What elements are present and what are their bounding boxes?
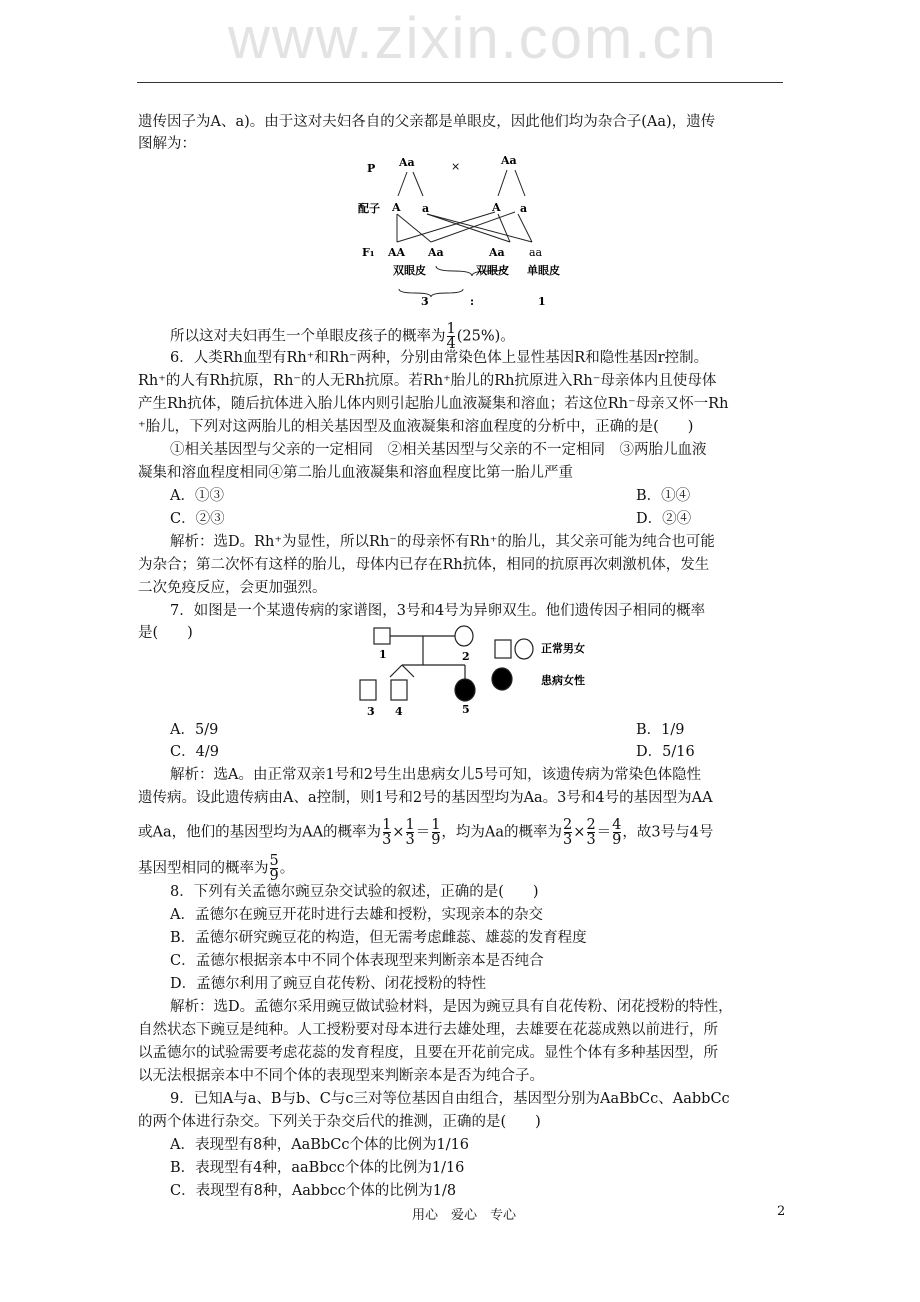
conclusion-tail: (25%)。 [456,328,515,345]
cross-symbol: × [451,160,461,173]
watermark: www.zixin.com.cn [228,6,718,71]
q9-option: B．表现型有4种，aaBbcc个体的比例为1/16 [170,1160,465,1176]
individual-1-male [374,628,390,644]
label: 5 [462,703,470,716]
label: 1 [379,648,387,661]
q8-option: D．孟德尔利用了豌豆自花传粉、闭花授粉的特性 [170,976,487,992]
q7-line: 是( ) [138,625,193,641]
ratio: 3 [421,295,429,308]
q8-option: C．孟德尔根据亲本中不同个体表现型来判断亲本是否纯合 [170,953,544,969]
offspring: aa [529,246,543,259]
q6-line: ①相关基因型与父亲的一定相同 ②相关基因型与父亲的不一定相同 ③两胎儿血液 [170,442,707,458]
option-c: C．②③ [170,511,225,527]
pedigree-chart [340,620,610,720]
q9-line: 9．已知A与a、B与b、C与c三对等位基因自由组合，基因型分别为AaBbCc、AabbCc [170,1091,730,1107]
q7-analysis: 基因型相同的概率为 $\frac{5}{9}$ 。 [138,853,295,884]
ratio-separator: : [470,295,475,308]
p-label: P [367,162,376,175]
individual-4-male [391,680,407,700]
offspring: Aa [428,246,444,259]
gamete: a [520,202,528,215]
q7-analysis: 解析：选A。由正常双亲1号和2号生出患病女儿5号可知，该遗传病为常染色体隐性 [170,767,702,783]
q8-analysis: 自然状态下豌豆是纯种。人工授粉要对母本进行去雄处理，去雄要在花蕊成熟以前进行，所 [138,1022,718,1038]
offspring: Aa [489,246,505,259]
label: 4 [395,705,403,718]
label: 2 [462,650,470,663]
q8-analysis: 解析：选D。孟德尔采用豌豆做试验材料，是因为豌豆具有自花传粉、闭花授粉的特性， [170,999,733,1015]
q6-line: 产生Rh抗体，随后抗体进入胎儿体内则引起胎儿血液凝集和溶血；若这位Rh⁻母亲又怀一Rh [138,396,729,412]
ratio: 1 [538,295,546,308]
q6-analysis: 二次免疫反应，会更加强烈。 [138,580,327,596]
q6-line: 凝集和溶血程度相同④第二胎儿血液凝集和溶血程度比第一胎儿严重 [138,465,573,481]
phenotype: 双眼皮 [476,264,509,277]
page-number: 2 [777,1204,786,1219]
q8-option: B．孟德尔研究豌豆花的构造，但无需考虑雌蕊、雄蕊的发育程度 [170,930,587,946]
q6-options-row [170,508,816,530]
q7-analysis: 或Aa，他们的基因型均为AA的概率为 $\frac{1}{3}$ × $\frac{1}{3}$ ＝ $\frac{1}{9}$ ，均为Aa的概率为 $\frac{2}{3}$ × $\frac{2}{3}$ ＝ $\frac{4}{9}$ ，故3号与4号 [138,817,714,848]
gamete: A [492,201,501,214]
conclusion-line [170,321,816,352]
q7-options-row [170,741,816,763]
fraction: $\frac{1}{4}$ [446,321,456,352]
q8-analysis: 以无法根据亲本中不同个体的表现型来判断亲本是否为纯合子。 [138,1068,544,1084]
q6-analysis: 为杂合；第二次怀有这样的胎儿，母体内已存在Rh抗体，相同的抗原再次刺激机体，发生 [138,557,710,573]
q6-line: ⁺胎儿，下列对这两胎儿的相关基因型及血液凝集和溶血程度的分析中，正确的是( ) [138,419,694,435]
offspring: AA [388,246,406,259]
legend-male-icon [495,640,511,658]
individual-5-affected-female [455,679,475,701]
phenotype: 双眼皮 [393,264,426,277]
arrows [397,170,532,297]
option-c: C．4/9 [170,744,219,760]
option-b: B．①④ [636,488,691,504]
option-a: A．①③ [170,488,224,504]
option-b: B．1/9 [636,722,685,738]
intro-line: 图解为： [138,136,196,152]
q8-analysis: 以孟德尔的试验需要考虑花蕊的发育程度，且要在开花前完成。显性个体有多种基因型，所 [138,1045,718,1061]
cross-diagram [355,150,595,315]
gamete: A [392,201,401,214]
q8-stem: 8．下列有关孟德尔豌豆杂交试验的叙述，正确的是( ) [170,884,539,900]
q7-line: 7．如图是一个某遗传病的家谱图，3号和4号为异卵双生。他们遗传因子相同的概率 [170,603,706,619]
q6-analysis: 解析：选D。Rh⁺为显性，所以Rh⁻的母亲怀有Rh⁺的胎儿，其父亲可能为纯合也可能 [170,534,715,550]
option-a: A．5/9 [170,722,219,738]
gamete-label: 配子 [358,202,380,215]
q6-line: 6．人类Rh血型有Rh⁺和Rh⁻两种，分别由常染色体上显性基因R和隐性基因r控制。 [170,350,709,366]
individual-2-female [455,626,473,646]
label: 3 [367,705,375,718]
parent2: Aa [501,154,517,167]
q9-line: 的两个体进行杂交。下列关于杂交后代的推测，正确的是( ) [138,1114,541,1130]
parent1: Aa [399,156,415,169]
q7-analysis: 遗传病。设此遗传病由A、a控制，则1号和2号的基因型均为Aa。3号和4号的基因型为AA [138,790,713,806]
footer-motto: 用心 爱心 专心 [412,1208,517,1223]
conclusion-text: 所以这对夫妇再生一个单眼皮孩子的概率为 [170,328,446,345]
q9-option: A．表现型有8种，AaBbCc个体的比例为1/16 [170,1137,470,1153]
option-d: D．5/16 [636,744,695,760]
intro-line: 遗传因子为A、a)。由于这对夫妇各自的父亲都是单眼皮，因此他们均为杂合子(Aa)，遗传 [138,114,716,130]
legend-affected-icon [492,668,512,690]
q9-option: C．表现型有8种，Aabbcc个体的比例为1/8 [170,1183,457,1199]
phenotype: 单眼皮 [527,264,560,277]
option-d: D．②④ [636,511,692,527]
individual-3-male [360,680,376,700]
header-rule [137,82,783,83]
q8-option: A．孟德尔在豌豆开花时进行去雄和授粉，实现亲本的杂交 [170,907,543,923]
q6-line: Rh⁺的人有Rh抗原，Rh⁻的人无Rh抗原。若Rh⁺胎儿的Rh抗原进入Rh⁻母亲体内且使母体 [138,373,717,389]
q7-options-row [170,719,816,741]
gamete: a [422,202,430,215]
legend-female-icon [515,639,533,659]
q6-options-row [170,485,816,507]
legend-affected: 患病女性 [541,674,585,687]
f1-label: F₁ [362,246,375,259]
legend-normal: 正常男女 [541,642,585,655]
